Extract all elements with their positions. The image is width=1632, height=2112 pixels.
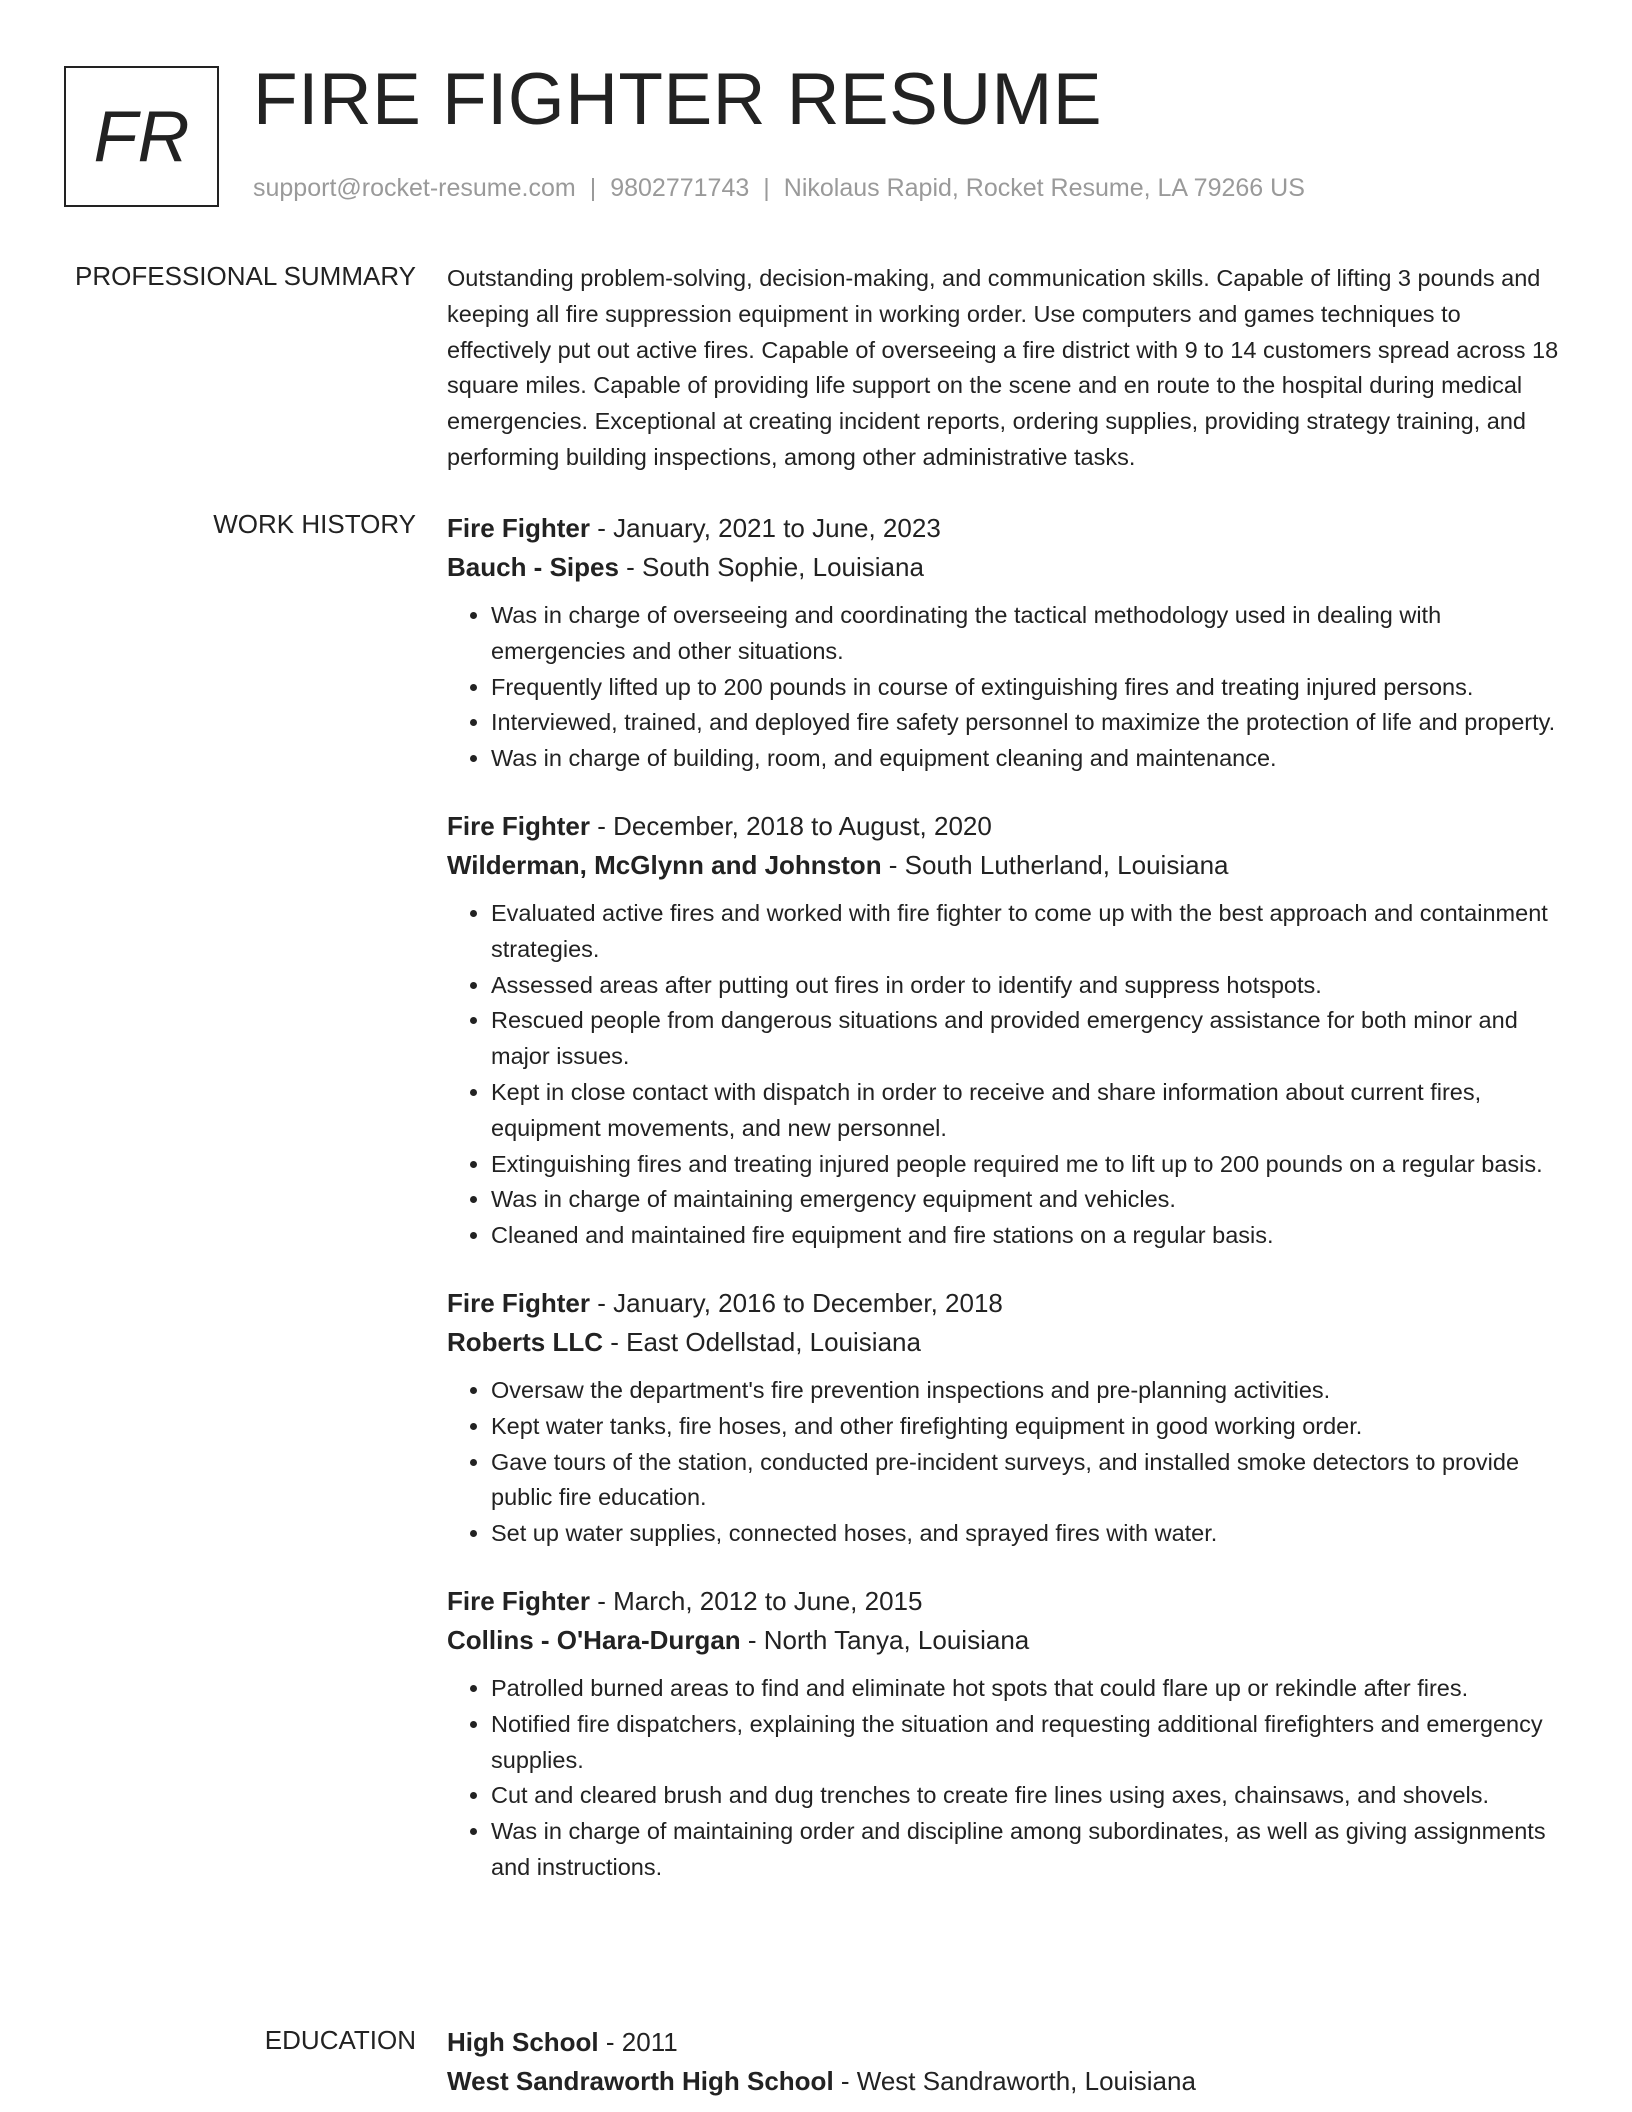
job-location: - South Sophie, Louisiana [618, 552, 924, 582]
contact-line [253, 174, 1305, 203]
job-title-line [447, 1582, 1567, 1621]
summary-text: Outstanding problem-solving, decision-making, and communication skills. Capable of lifting 3 pounds and keeping all fire suppression equipment in working order. Use computers and games techniques to effectively put out active fires. Capable of overseeing a fire district with 9 to 14 customers spread across 18 square miles. Capable of providing life support on the scene and en route to the hospital during medical emergencies. Exceptional at creating incident reports, ordering supplies, providing strategy training, and performing building inspections, among other administrative tasks. [447, 265, 1559, 470]
job-bullet: • Assessed areas after putting out fires in order to identify and suppress hotspots. [491, 968, 1567, 1004]
section-label-work-history: WORK HISTORY [213, 509, 416, 539]
contact-email: support@rocket-resume.com [253, 174, 576, 202]
job-dates: - January, 2021 to June, 2023 [590, 513, 941, 543]
job-employer: Bauch - Sipes [447, 552, 619, 582]
job-entry [447, 807, 1567, 1254]
section-label-summary: PROFESSIONAL SUMMARY [75, 261, 416, 291]
job-employer: Roberts LLC [447, 1326, 603, 1357]
job-bullet: • Cleaned and maintained fire equipment and fire stations on a regular basis. [491, 1218, 1567, 1254]
education-degree-line [447, 2023, 1567, 2062]
job-bullet: • Was in charge of maintaining order and discipline among subordinates, as well as giving assignments and instructions. [491, 1814, 1567, 1886]
education-degree: High School [447, 2027, 599, 2057]
job-title: Fire Fighter [447, 810, 591, 841]
job-dates: - March, 2012 to June, 2015 [590, 1585, 923, 1616]
job-bullet: • Frequently lifted up to 200 pounds in course of extinguishing fires and treating injured persons. [491, 670, 1567, 706]
job-bullet: • Kept in close contact with dispatch in order to receive and share information about current fires, equipment movements, and new personnel. [491, 1075, 1567, 1147]
job-entry [447, 509, 1567, 777]
job-bullet: • Was in charge of overseeing and coordinating the tactical methodology used in dealing with emergencies and other situations. [491, 598, 1567, 670]
contact-separator: | [763, 174, 770, 202]
section-label-education: EDUCATION [264, 2025, 416, 2055]
education-year: - 2011 [598, 2027, 678, 2057]
job-bullet: • Rescued people from dangerous situations and provided emergency assistance for both minor and major issues. [491, 1003, 1567, 1075]
job-bullet: • Was in charge of building, room, and equipment cleaning and maintenance. [491, 741, 1567, 777]
job-location: - East Odellstad, Louisiana [603, 1326, 921, 1357]
job-employer: Wilderman, McGlynn and Johnston [447, 849, 882, 880]
job-bullet: • Notified fire dispatchers, explaining the situation and requesting additional firefighters and emergency supplies. [491, 1707, 1567, 1779]
job-title: Fire Fighter [447, 1585, 591, 1616]
job-bullet: • Evaluated active fires and worked with fire fighter to come up with the best approach and containment strategies. [491, 896, 1567, 968]
job-entry [447, 1582, 1567, 1886]
job-bullet: • Extinguishing fires and treating injured people required me to lift up to 200 pounds on a regular basis. [491, 1147, 1567, 1183]
job-employer: Collins - O'Hara-Durgan [447, 1624, 741, 1655]
job-title-line [447, 1284, 1567, 1323]
job-bullet: • Was in charge of maintaining emergency equipment and vehicles. [491, 1182, 1567, 1218]
job-title: Fire Fighter [447, 1287, 591, 1318]
job-bullet: • Patrolled burned areas to find and eliminate hot spots that could flare up or rekindle after fires. [491, 1671, 1567, 1707]
job-title-line [447, 509, 1567, 548]
job-location: - South Lutherland, Louisiana [881, 849, 1229, 880]
contact-separator: | [589, 174, 597, 202]
job-entry [447, 1284, 1567, 1552]
education-location: - West Sandraworth, Louisiana [833, 2066, 1196, 2096]
job-title-line [447, 807, 1567, 846]
initials-monogram: FR [64, 66, 219, 207]
education-school: West Sandraworth High School [447, 2066, 834, 2096]
job-employer-line [447, 1621, 1567, 1660]
job-bullet-list [447, 896, 1567, 1254]
resume-title: FIRE FIGHTER RESUME [253, 59, 1103, 140]
job-employer-line [447, 846, 1567, 885]
contact-address: Nikolaus Rapid, Rocket Resume, LA 79266 US [783, 174, 1305, 202]
job-employer-line [447, 1323, 1567, 1362]
education-school-line [447, 2062, 1567, 2101]
job-bullet-list [447, 1373, 1567, 1552]
contact-phone: 9802771743 [610, 174, 750, 202]
job-employer-line [447, 548, 1567, 587]
job-bullet: • Interviewed, trained, and deployed fire safety personnel to maximize the protection of life and property. [491, 705, 1567, 741]
job-dates: - December, 2018 to August, 2020 [590, 810, 992, 841]
job-location: - North Tanya, Louisiana [740, 1624, 1030, 1655]
job-bullet: • Cut and cleared brush and dug trenches to create fire lines using axes, chainsaws, and shovels. [491, 1778, 1567, 1814]
job-title: Fire Fighter [447, 513, 591, 543]
job-bullet: • Oversaw the department's fire prevention inspections and pre-planning activities. [491, 1373, 1567, 1409]
job-dates: - January, 2016 to December, 2018 [590, 1287, 1003, 1318]
job-bullet: • Kept water tanks, fire hoses, and other firefighting equipment in good working order. [491, 1409, 1567, 1445]
job-bullet: • Set up water supplies, connected hoses, and sprayed fires with water. [491, 1516, 1567, 1552]
job-bullet-list [447, 598, 1567, 777]
job-bullet: • Gave tours of the station, conducted pre-incident surveys, and installed smoke detectors to provide public fire education. [491, 1445, 1567, 1517]
job-bullet-list [447, 1671, 1567, 1886]
